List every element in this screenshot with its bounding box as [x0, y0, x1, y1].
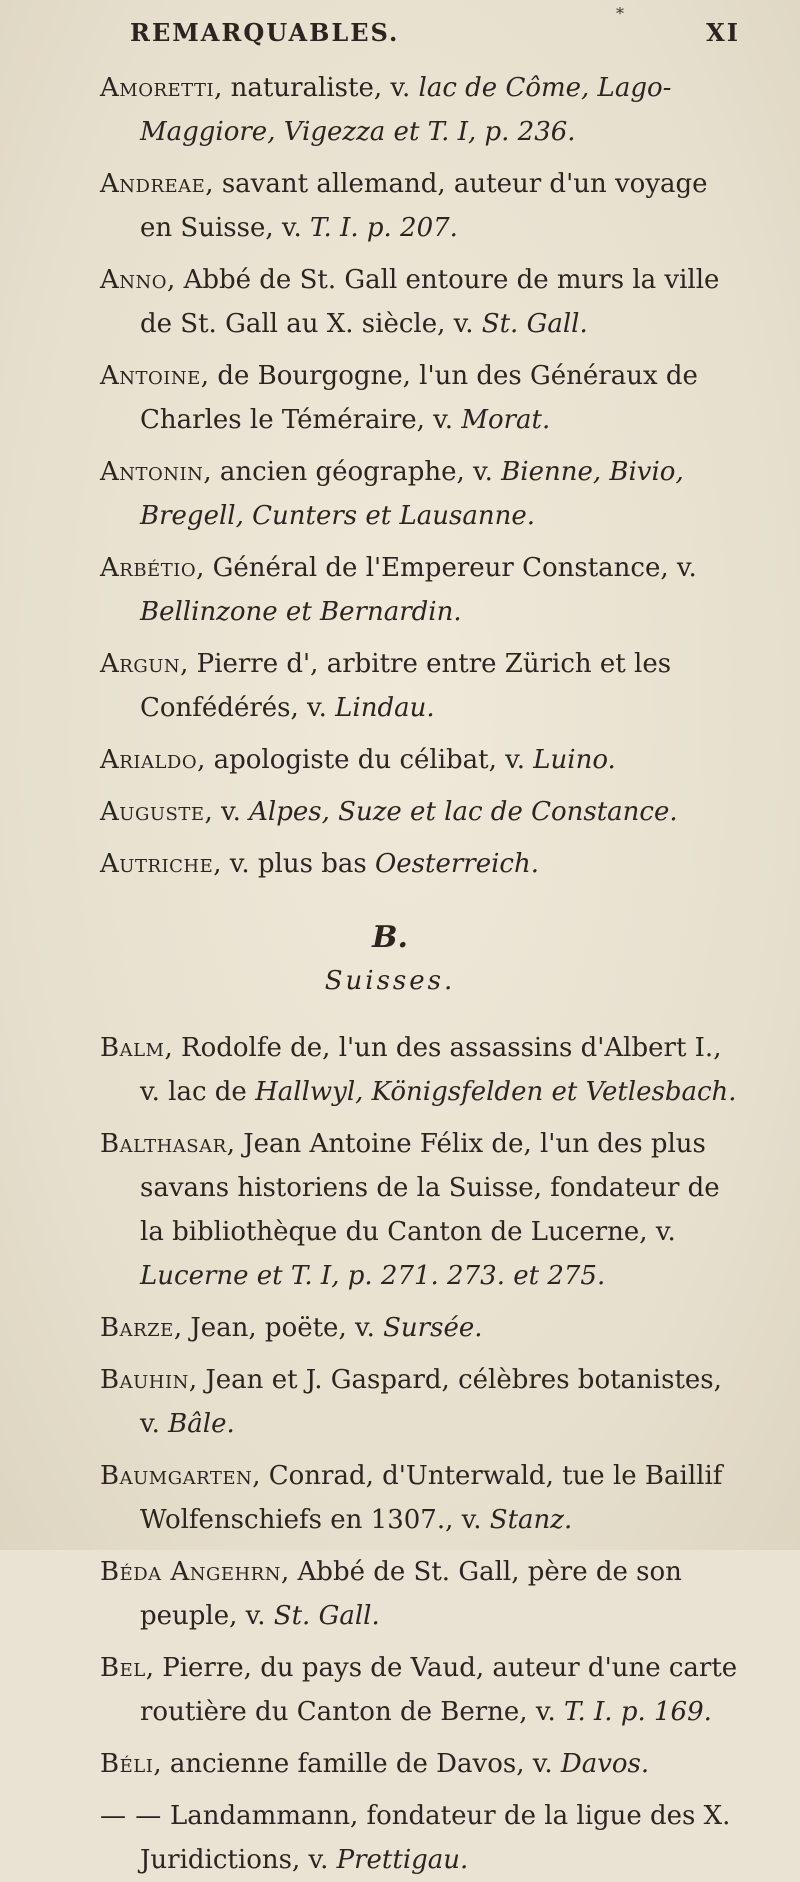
- entry-name: Arbétio: [100, 553, 197, 583]
- entry-reference: T. I. p. 207.: [310, 213, 458, 243]
- entry-text: , Pierre, du pays de Vaud, auteur d'une carte routière du Canton de Berne, v.: [140, 1653, 738, 1727]
- entry-text: , savant allemand, auteur d'un voyage en Suisse, v.: [140, 169, 708, 243]
- entry-text: , de Bourgogne, l'un des Généraux de Charles le Téméraire, v.: [140, 361, 698, 435]
- entry-reference: lac de Côme, Lago-Maggiore, Vigezza et T. I, p. 236.: [140, 73, 672, 147]
- entry-reference: Davos.: [560, 1749, 650, 1779]
- entry-name: Balthasar: [100, 1129, 227, 1159]
- entry-reference: Sursée.: [383, 1313, 483, 1343]
- index-entry: [100, 1358, 740, 1446]
- index-entry: [100, 546, 740, 634]
- entry-text: , Rodolfe de, l'un des assassins d'Albert I., v. lac de: [140, 1033, 722, 1107]
- index-entry: [100, 66, 740, 154]
- entry-reference: Hallwyl, Königsfelden et Vetlesbach.: [255, 1077, 737, 1107]
- entry-name: Arialdo: [100, 745, 198, 775]
- entry-reference: Bâle.: [168, 1409, 235, 1439]
- entries-a-list: [100, 66, 740, 886]
- entry-name: Anno: [100, 265, 168, 295]
- entry-text: , Jean Antoine Félix de, l'un des plus savans historiens de la Suisse, fondateur de la bibliothèque du Canton de Lucerne, v.: [140, 1129, 720, 1247]
- index-entry: [100, 790, 740, 834]
- entry-reference: Bellinzone et Bernardin.: [140, 597, 462, 627]
- entry-name: Andreae: [100, 169, 206, 199]
- entry-reference: Luino.: [533, 745, 616, 775]
- entries-b-list: [100, 1026, 740, 1882]
- entry-text: , Jean et J. Gaspard, célèbres botanistes, v.: [140, 1365, 722, 1439]
- entry-name: Bauhin: [100, 1365, 189, 1395]
- index-entry: [100, 1794, 740, 1882]
- entry-text: , Abbé de St. Gall, père de son peuple, v.: [140, 1557, 682, 1631]
- entry-text: , Conrad, d'Unterwald, tue le Baillif Wolfenschiefs en 1307., v.: [140, 1461, 723, 1535]
- section-letter: B.: [372, 920, 408, 955]
- section-title: Suisses.: [324, 966, 456, 996]
- entry-name: Autriche: [100, 849, 214, 879]
- index-entry: [100, 1026, 740, 1114]
- entry-name: Antonin: [100, 457, 204, 487]
- index-entry: [100, 842, 740, 886]
- entry-reference: St. Gall.: [273, 1601, 380, 1631]
- entry-name: Béli: [100, 1749, 154, 1779]
- index-entry: [100, 1742, 740, 1786]
- entry-reference: T. I. p. 169.: [563, 1697, 712, 1727]
- index-entry: [100, 1646, 740, 1734]
- index-entry: [100, 450, 740, 538]
- entry-text: , ancien géographe, v.: [203, 457, 502, 487]
- entry-name: Auguste: [100, 797, 205, 827]
- entry-text: , ancienne famille de Davos, v.: [153, 1749, 561, 1779]
- index-entry: [100, 1454, 740, 1542]
- index-entry: [100, 1306, 740, 1350]
- entry-reference: Alpes, Suze et lac de Constance.: [249, 797, 678, 827]
- index-entry: [100, 162, 740, 250]
- index-entry: [100, 1122, 740, 1298]
- entry-name: Béda Angehrn: [100, 1557, 281, 1587]
- entry-text: , Pierre d', arbitre entre Zürich et les Confédérés, v.: [140, 649, 672, 723]
- entry-text: , Général de l'Empereur Constance, v.: [196, 553, 697, 583]
- index-entry: [100, 642, 740, 730]
- entry-reference: Prettigau.: [336, 1845, 469, 1875]
- entry-reference: Lindau.: [335, 693, 435, 723]
- entry-name: Baumgarten: [100, 1461, 253, 1491]
- entry-text: , v.: [204, 797, 250, 827]
- entry-name: Argun: [100, 649, 181, 679]
- entry-reference: Morat.: [461, 405, 551, 435]
- entry-text: , apologiste du célibat, v.: [197, 745, 534, 775]
- entry-reference: Bienne, Bivio, Bregell, Cunters et Lausanne.: [140, 457, 684, 531]
- entry-name: — —: [100, 1801, 162, 1831]
- entry-name: Amoretti: [100, 73, 215, 103]
- entry-name: Bel: [100, 1653, 146, 1683]
- index-entry: [100, 738, 740, 782]
- entry-name: Antoine: [100, 361, 201, 391]
- running-head: [100, 18, 740, 58]
- entry-name: Balm: [100, 1033, 165, 1063]
- index-entry: [100, 354, 740, 442]
- page-number: XI: [706, 18, 740, 47]
- entry-text: , Jean, poëte, v.: [173, 1313, 384, 1343]
- index-entry: [100, 1550, 740, 1638]
- entry-reference: St. Gall.: [481, 309, 588, 339]
- entry-text: , v. plus bas: [213, 849, 375, 879]
- entry-text: , Abbé de St. Gall entoure de murs la ville de St. Gall au X. siècle, v.: [140, 265, 720, 339]
- ornament-mark: *: [616, 4, 624, 23]
- running-head-title: REMARQUABLES.: [130, 18, 400, 47]
- entry-name: Barze: [100, 1313, 174, 1343]
- entry-reference: Stanz.: [489, 1505, 573, 1535]
- entry-reference: Lucerne et T. I, p. 271. 273. et 275.: [140, 1261, 606, 1291]
- index-entry: [100, 258, 740, 346]
- entry-text: , naturaliste, v.: [214, 73, 419, 103]
- entry-text: Landammann, fondateur de la ligue des X. Juridictions, v.: [140, 1801, 731, 1875]
- entry-reference: Oesterreich.: [374, 849, 539, 879]
